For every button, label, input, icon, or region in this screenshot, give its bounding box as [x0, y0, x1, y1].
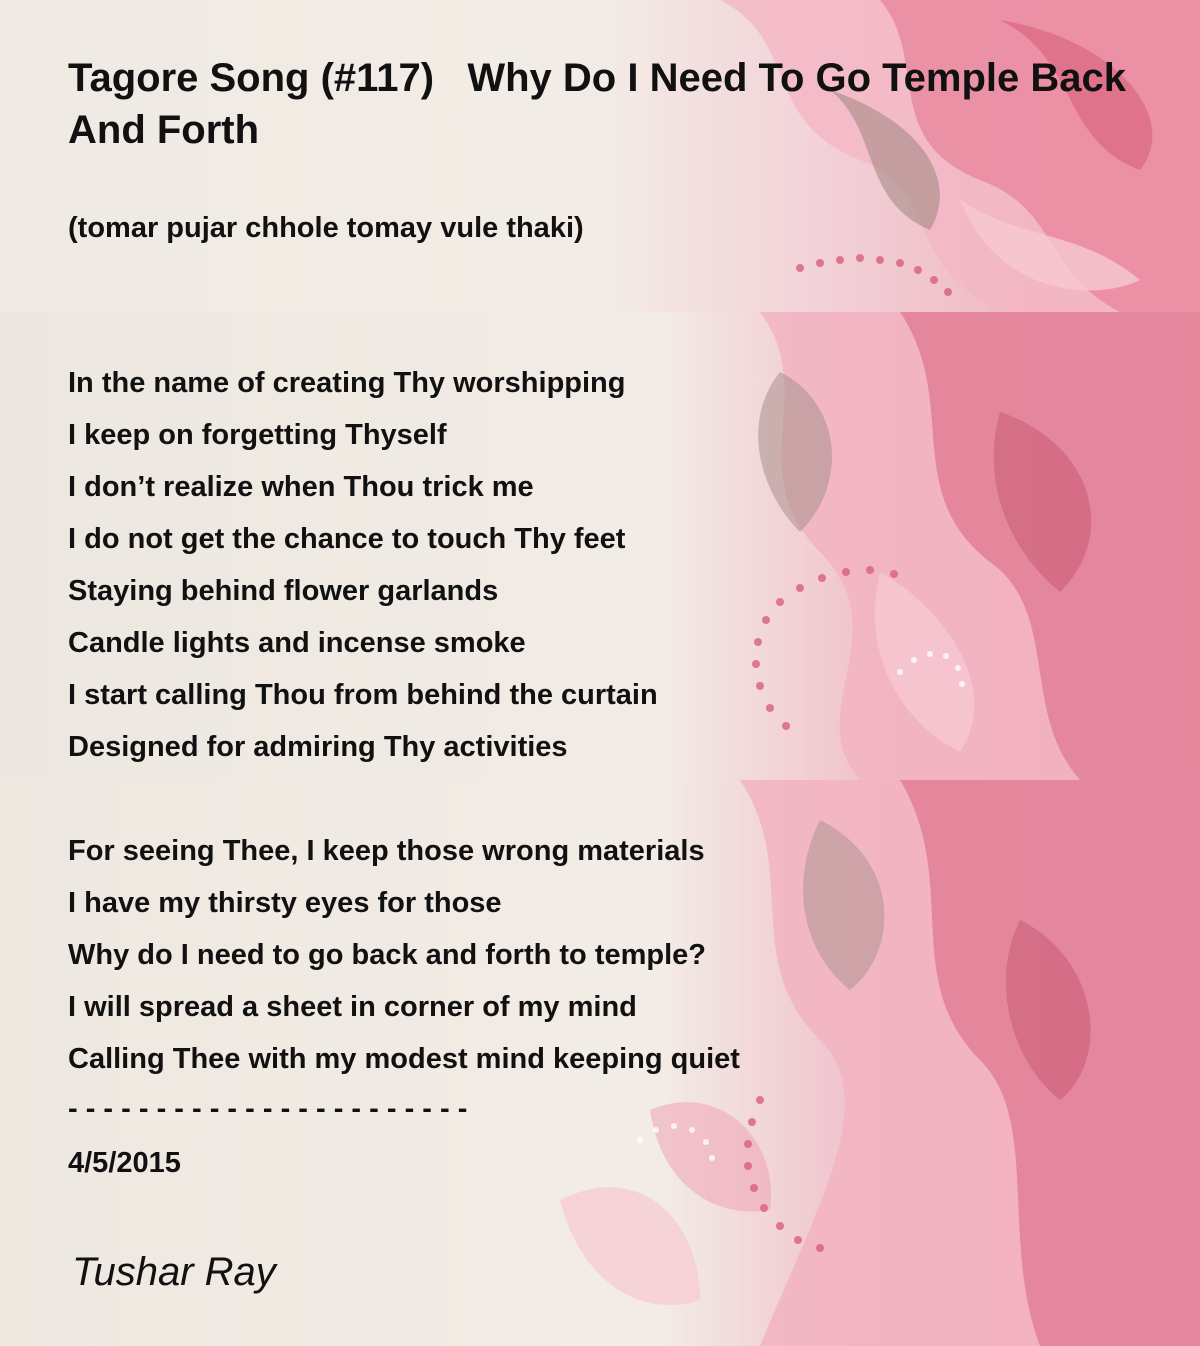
poem-author: Tushar Ray — [72, 1250, 276, 1294]
poem-line: Staying behind flower garlands — [68, 575, 499, 607]
poem-line: Why do I need to go back and forth to temple? — [68, 939, 706, 971]
poem-line: I don’t realize when Thou trick me — [68, 471, 534, 503]
dashed-divider: - - - - - - - - - - - - - - - - - - - - - - - — [68, 1093, 468, 1125]
floral-artwork — [0, 0, 1200, 312]
poem-line: Candle lights and incense smoke — [68, 627, 526, 659]
poem-line: Designed for admiring Thy activities — [68, 731, 568, 763]
poem-line: I do not get the chance to touch Thy feet — [68, 523, 626, 555]
stanza-2 — [68, 825, 740, 1085]
poem-line: I start calling Thou from behind the curtain — [68, 679, 658, 711]
background-panel-top — [0, 0, 1200, 312]
poem-date: 4/5/2015 — [68, 1147, 181, 1179]
poem-line: In the name of creating Thy worshipping — [68, 367, 626, 399]
poem-line: I have my thirsty eyes for those — [68, 887, 502, 919]
stanza-1 — [68, 357, 658, 773]
poem-line: Calling Thee with my modest mind keeping quiet — [68, 1043, 740, 1075]
poem-line: For seeing Thee, I keep those wrong materials — [68, 835, 705, 867]
poem-subtitle: (tomar pujar chhole tomay vule thaki) — [68, 212, 584, 244]
poem-line: I will spread a sheet in corner of my mind — [68, 991, 637, 1023]
poem-line: I keep on forgetting Thyself — [68, 419, 447, 451]
poem-title: Tagore Song (#117) Why Do I Need To Go Temple Back And Forth — [68, 56, 1136, 152]
